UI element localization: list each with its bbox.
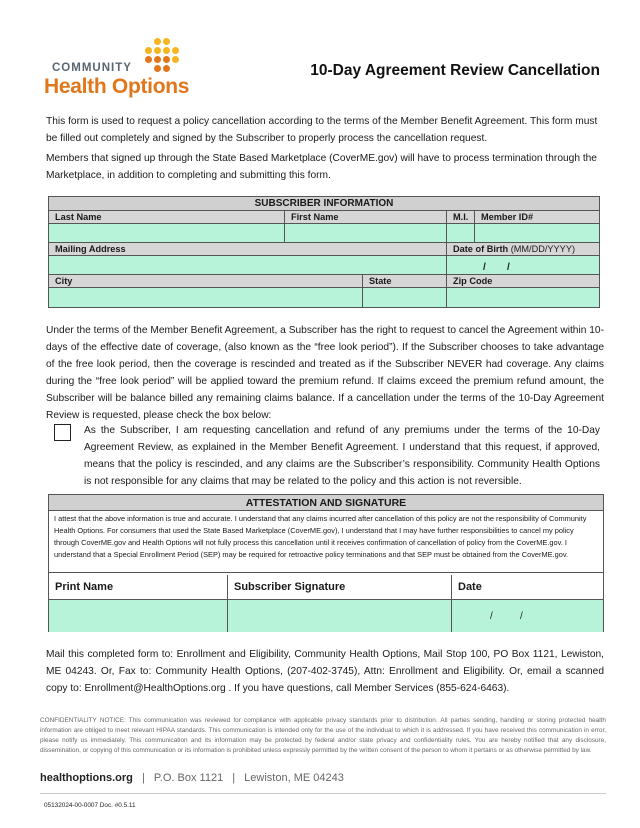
- print-name-label: Print Name: [49, 575, 228, 599]
- middle-initial-label: M.I.: [447, 211, 475, 224]
- state-field[interactable]: [363, 288, 447, 307]
- subscriber-signature-label: Subscriber Signature: [228, 575, 452, 599]
- member-id-field[interactable]: [475, 224, 599, 243]
- date-of-birth-label-text: Date of Birth: [453, 244, 509, 254]
- attestation-text: I attest that the above information is true and accurate. I understand that any claims incurred after cancellation of this policy are not the responsibility of Community Health Options. For consumers that used the State Based Marketplace (CoverME.gov), I understand that I may have further responsibilities to cancel my policy through CoverME.gov and Health Options will not fully process this cancellation until it receives confirmation of cancellation of policy from the CoverME.gov. I understand that a Special Enrollment Period (SEP) may be required for retroactive policy terminations and that SEP must be obtained from the CoverME.gov.: [49, 511, 603, 573]
- date-label: Date: [452, 575, 603, 599]
- subscriber-information-heading: SUBSCRIBER INFORMATION: [49, 197, 599, 211]
- state-label: State: [363, 275, 447, 288]
- mailing-address-field[interactable]: [49, 256, 447, 275]
- subscriber-signature-field[interactable]: [228, 600, 452, 632]
- intro-paragraph-1: This form is used to request a policy cancellation according to the terms of the Member Benefit Agreement. This form must be filled out completely and signed by the Subscriber to properly process the cancellation request.: [46, 116, 598, 144]
- subscriber-information-table: [48, 196, 600, 308]
- zip-code-label: Zip Code: [447, 275, 599, 288]
- confidentiality-notice: CONFIDENTIALITY NOTICE: This communication was reviewed for compliance with applicable privacy standards prior to distribution. All parties sending, handling or storing protected health information are obliged to meet relevant HIPAA standards. This communication is intended only for the use of the individual to which it is addressed. If you have received this communication in error, please notify us immediately. This communication and its information may be protected by federal and/or state privacy and confidentiality rules. You are hereby notified that any disclosure, dissemination, or copying of this communication or its information is prohibited unless expressly permitted by the written consent of the person to whom it pertains or as otherwise permitted by law.: [40, 717, 606, 754]
- zip-code-field[interactable]: [447, 288, 599, 307]
- last-name-label: Last Name: [49, 211, 285, 224]
- attestation-fields-row: [49, 599, 603, 631]
- member-id-label: Member ID#: [475, 211, 599, 224]
- logo-dots-icon: [144, 38, 184, 74]
- date-of-birth-label: [447, 243, 599, 256]
- terms-paragraph: Under the terms of the Member Benefit Agreement, a Subscriber has the right to request to cancel the Agreement within 10-days of the effective date of coverage, (also known as the “free look period”). If the Subscriber chooses to take advantage of the free look period, then the coverage is rescinded and treated as if the Subscriber NEVER had coverage. Any claims during the “free look period” will be applied toward the premium refund. If claims exceed the premium refund amount, the Subscriber will be balance billed any remaining claims balance. If a cancellation under the terms of the 10-Day Agreement Review is requested, please check the box below:: [46, 325, 604, 421]
- footer-city: Lewiston, ME 04243: [244, 772, 344, 784]
- mailing-instructions: Mail this completed form to: Enrollment and Eligibility, Community Health Options, Mail Stop 100, PO Box 1121, Lewiston, ME 04243. Or, Fax to: Community Health Options, (207-402-3745), Attn: Enrollment and Eligibility. Or, email a scanned copy to: Enrollment@HealthOptions.org . If you have questions, call Member Services (855-624-6463).: [46, 649, 604, 694]
- footer-website: healthoptions.org: [40, 772, 133, 784]
- attestation-heading: ATTESTATION AND SIGNATURE: [49, 495, 603, 511]
- footer-po-box: P.O. Box 1121: [153, 772, 224, 784]
- footer-separator-2: |: [232, 772, 236, 784]
- print-name-field[interactable]: [49, 600, 228, 632]
- footer-divider: [40, 793, 606, 794]
- first-name-field[interactable]: [285, 224, 447, 243]
- signature-date-field[interactable]: [452, 600, 603, 632]
- dob-slash-1: /: [483, 262, 486, 273]
- middle-initial-field[interactable]: [447, 224, 475, 243]
- mailing-address-label: Mailing Address: [49, 243, 447, 256]
- document-id: 05132024-00-0007 Doc. #0.5.11: [44, 802, 136, 809]
- dob-slash-2: /: [507, 262, 510, 273]
- page-title: 10-Day Agreement Review Cancellation: [310, 62, 600, 79]
- cancellation-request-checkbox[interactable]: [54, 424, 71, 441]
- last-name-field[interactable]: [49, 224, 285, 243]
- first-name-label: First Name: [285, 211, 447, 224]
- cancellation-request-text: As the Subscriber, I am requesting cancellation and refund of any premiums under the terms of the 10-Day Agreement Review, as explained in the Member Benefit Agreement. I understand that this request, if approved, means that the policy is rescinded, and any claims are the Subscriber’s responsibility. Community Health Options is not responsible for any claims that may be related to the policy and this action is not reversible.: [84, 425, 600, 487]
- city-label: City: [49, 275, 363, 288]
- attestation-labels-row: [49, 575, 603, 599]
- logo-community-text: COMMUNITY: [52, 62, 132, 74]
- logo-health-options-text: Health Options: [44, 75, 190, 98]
- date-slash-2: /: [520, 611, 523, 622]
- intro-paragraph-2: Members that signed up through the State Based Marketplace (CoverME.gov) will have to process termination through the Marketplace, in addition to completing and submitting this form.: [46, 153, 597, 181]
- attestation-signature-table: [48, 494, 604, 632]
- footer-address: [40, 772, 344, 784]
- company-logo: [44, 38, 194, 98]
- footer-separator-1: |: [141, 772, 145, 784]
- date-slash-1: /: [490, 611, 493, 622]
- date-of-birth-format: (MM/DD/YYYY): [510, 244, 575, 254]
- city-field[interactable]: [49, 288, 363, 307]
- date-of-birth-field[interactable]: [447, 256, 599, 275]
